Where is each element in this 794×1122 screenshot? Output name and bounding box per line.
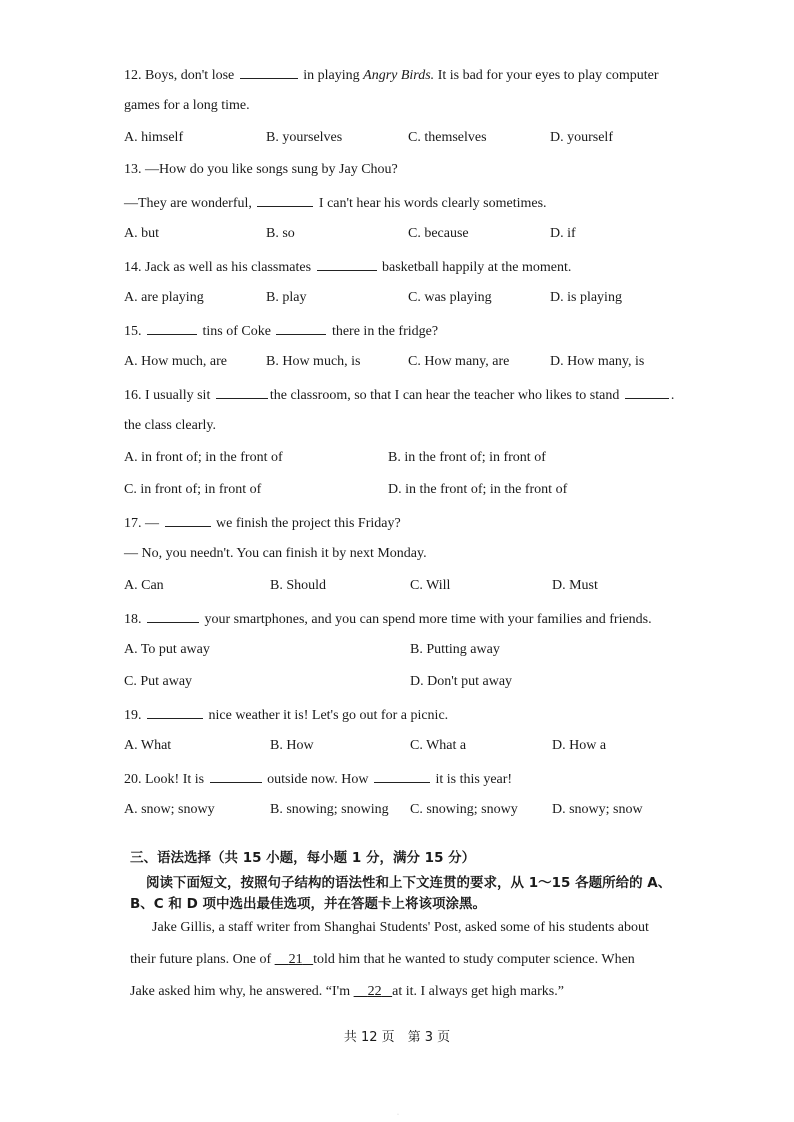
blank-21: 21 — [288, 952, 303, 967]
option-b[interactable]: B. yourselves — [266, 130, 343, 145]
passage-line: Jake Gillis, a staff writer from Shanghai Students' Post, asked some of his students about — [152, 920, 649, 935]
option-d[interactable]: D. snowy; snow — [552, 802, 643, 817]
question-12-stem: 12. Boys, don't lose in playing Angry Birds. It is bad for your eyes to play computer — [124, 64, 659, 86]
option-b[interactable]: B. so — [266, 226, 295, 241]
question-16-stem-cont: the class clearly. — [124, 418, 216, 433]
option-c[interactable]: C. Put away — [124, 674, 193, 689]
blank-22: 22 — [367, 984, 382, 999]
answer-blank — [210, 768, 262, 783]
option-c[interactable]: C. What a — [410, 738, 467, 753]
option-d[interactable]: D. in the front of; in the front of — [388, 482, 568, 497]
option-b[interactable]: B. How — [270, 738, 314, 753]
question-17-stem: 17. — we finish the project this Friday? — [124, 512, 401, 534]
question-13-answer-line: —They are wonderful, I can't hear his words clearly sometimes. — [124, 192, 547, 214]
option-c[interactable]: C. was playing — [408, 290, 492, 305]
passage-line: their future plans. One of 21 told him that he wanted to study computer science. When — [130, 952, 635, 967]
option-b[interactable]: B. snowing; snowing — [270, 802, 389, 817]
option-d[interactable]: D. Must — [552, 578, 598, 593]
section-instructions: 阅读下面短文，按照句子结构的语法性和上下文连贯的要求，从 1～15 各题所给的 A、 — [146, 875, 672, 891]
option-d[interactable]: D. How a — [552, 738, 607, 753]
option-d[interactable]: D. yourself — [550, 130, 613, 145]
option-d[interactable]: D. is playing — [550, 290, 622, 305]
answer-blank — [165, 512, 211, 527]
question-20-stem: 20. Look! It is outside now. How it is this year! — [124, 768, 512, 790]
page-footer: 共 12 页 第 3 页 — [343, 1030, 451, 1045]
option-a[interactable]: A. in front of; in the front of — [124, 450, 283, 465]
question-15-stem: 15. tins of Coke there in the fridge? — [124, 320, 438, 342]
answer-blank — [216, 384, 268, 399]
option-a[interactable]: A. How much, are — [124, 354, 228, 369]
question-13-stem: 13. —How do you like songs sung by Jay Chou? — [124, 162, 398, 177]
option-b[interactable]: B. Should — [270, 578, 327, 593]
option-c[interactable]: C. snowing; snowy — [410, 802, 518, 817]
answer-blank — [374, 768, 430, 783]
answer-blank — [625, 384, 669, 399]
option-c[interactable]: C. because — [408, 226, 469, 241]
answer-blank — [147, 704, 203, 719]
option-d[interactable]: D. How many, is — [550, 354, 645, 369]
answer-blank — [257, 192, 313, 207]
option-a[interactable]: A. but — [124, 226, 159, 241]
answer-blank — [240, 64, 298, 79]
option-c[interactable]: C. How many, are — [408, 354, 510, 369]
option-a[interactable]: A. What — [124, 738, 172, 753]
section-instructions-cont: B、C 和 D 项中选出最佳选项，并在答题卡上将该项涂黑。 — [130, 896, 487, 912]
answer-blank — [147, 320, 197, 335]
option-a[interactable]: A. Can — [124, 578, 164, 593]
option-d[interactable]: D. Don't put away — [410, 674, 513, 689]
option-b[interactable]: B. in the front of; in front of — [388, 450, 546, 465]
option-a[interactable]: A. himself — [124, 130, 184, 145]
question-12-stem-cont: games for a long time. — [124, 98, 250, 113]
option-c[interactable]: C. Will — [410, 578, 451, 593]
answer-blank — [276, 320, 326, 335]
answer-blank — [317, 256, 377, 271]
scan-mark: · — [397, 1112, 399, 1118]
question-18-stem: 18. your smartphones, and you can spend more time with your families and friends. — [124, 608, 652, 630]
question-17-answer-line: — No, you needn't. You can finish it by next Monday. — [124, 546, 427, 561]
question-16-stem: 16. I usually sit the classroom, so that I can hear the teacher who likes to stand . — [124, 384, 674, 406]
option-c[interactable]: C. themselves — [408, 130, 487, 145]
option-d[interactable]: D. if — [550, 226, 576, 241]
option-a[interactable]: A. snow; snowy — [124, 802, 215, 817]
option-a[interactable]: A. are playing — [124, 290, 204, 305]
passage-line: Jake asked him why, he answered. “I'm 22 at it. I always get high marks.” — [130, 984, 564, 999]
answer-blank — [147, 608, 199, 623]
section-heading: 三、语法选择（共 15 小题，每小题 1 分，满分 15 分） — [130, 850, 476, 866]
option-b[interactable]: B. Putting away — [410, 642, 500, 657]
option-b[interactable]: B. play — [266, 290, 307, 305]
question-19-stem: 19. nice weather it is! Let's go out for a picnic. — [124, 704, 448, 726]
option-a[interactable]: A. To put away — [124, 642, 210, 657]
question-14-stem: 14. Jack as well as his classmates basketball happily at the moment. — [124, 256, 571, 278]
option-c[interactable]: C. in front of; in front of — [124, 482, 262, 497]
option-b[interactable]: B. How much, is — [266, 354, 361, 369]
